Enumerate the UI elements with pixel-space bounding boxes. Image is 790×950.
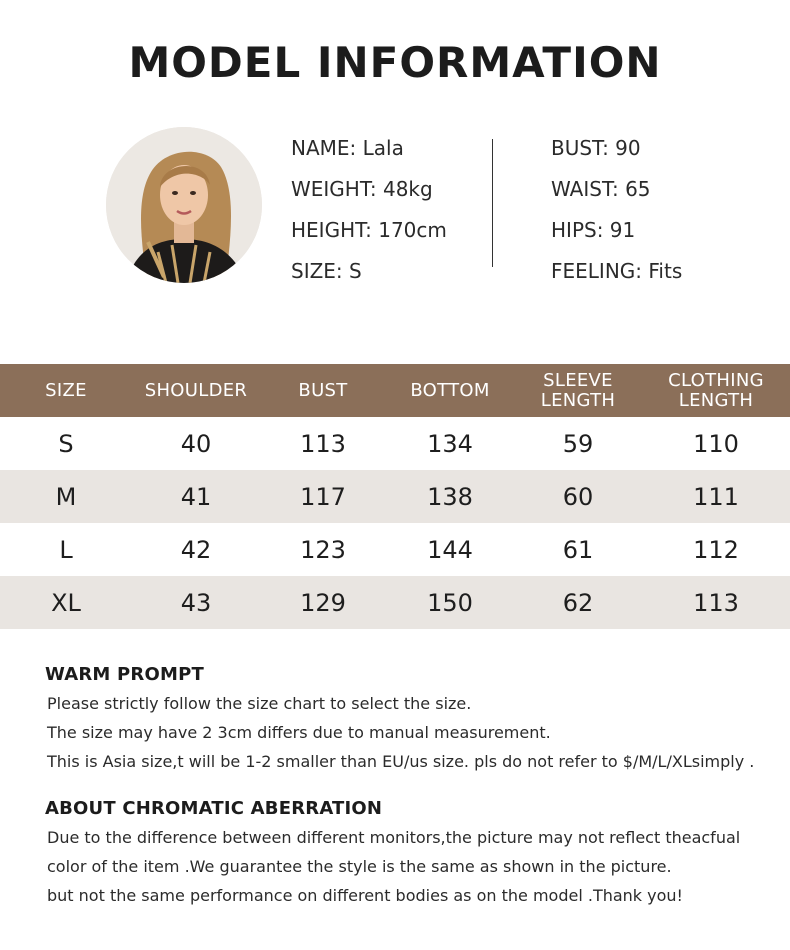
chromatic-heading: ABOUT CHROMATIC ABERRATION (45, 798, 383, 819)
warm-prompt-line: Please strictly follow the size chart to select the size. (47, 694, 472, 713)
table-cell: 60 (514, 470, 642, 523)
table-cell: S (0, 417, 132, 470)
header-bottom (386, 364, 514, 417)
model-portrait-image (106, 127, 262, 283)
table-cell: 150 (386, 576, 514, 629)
table-cell: 59 (514, 417, 642, 470)
chromatic-aberration-section (45, 798, 740, 910)
model-info-right (551, 128, 682, 292)
page-title: MODEL INFORMATION (128, 38, 662, 87)
table-row (0, 417, 790, 470)
table-cell: 138 (386, 470, 514, 523)
header-label: SHOULDER (144, 379, 248, 401)
warm-prompt-section (45, 664, 754, 776)
model-weight: WEIGHT: 48kg (291, 177, 433, 201)
table-cell: 62 (514, 576, 642, 629)
table-cell: L (0, 523, 132, 576)
table-cell: 61 (514, 523, 642, 576)
table-cell: 113 (260, 417, 386, 470)
model-name: NAME: Lala (291, 136, 404, 160)
table-row (0, 576, 790, 629)
warm-prompt-line: The size may have 2 3cm differs due to manual measurement. (47, 723, 551, 742)
table-cell: 144 (386, 523, 514, 576)
model-feeling: FEELING: Fits (551, 259, 683, 283)
header-clothing-length (642, 364, 790, 417)
header-bust (260, 364, 386, 417)
info-divider (492, 139, 493, 267)
table-cell: 110 (642, 417, 790, 470)
header-shoulder (132, 364, 260, 417)
header-sleeve-length (514, 364, 642, 417)
table-cell: 41 (132, 470, 260, 523)
header-size (0, 364, 132, 417)
model-photo (106, 127, 262, 283)
model-bust: BUST: 90 (551, 136, 641, 160)
header-label: SIZE (45, 379, 87, 401)
table-cell: XL (0, 576, 132, 629)
table-cell: 134 (386, 417, 514, 470)
table-cell: 117 (260, 470, 386, 523)
table-cell: 112 (642, 523, 790, 576)
model-height: HEIGHT: 170cm (291, 218, 447, 242)
chromatic-line: Due to the difference between different monitors,the picture may not reflect theacfual (47, 828, 741, 847)
table-row (0, 523, 790, 576)
model-info-left (291, 128, 447, 292)
size-chart-table (0, 364, 790, 629)
table-cell: 42 (132, 523, 260, 576)
table-cell: 129 (260, 576, 386, 629)
table-cell: M (0, 470, 132, 523)
header-label: BOTTOM (410, 379, 490, 401)
warm-prompt-heading: WARM PROMPT (45, 664, 204, 685)
chromatic-line: color of the item .We guarantee the style is the same as shown in the picture. (47, 857, 672, 876)
table-cell: 40 (132, 417, 260, 470)
header-label: SLEEVE (543, 369, 613, 391)
header-label: CLOTHING (668, 369, 764, 391)
table-row (0, 470, 790, 523)
header-label: LENGTH (678, 389, 754, 411)
table-cell: 43 (132, 576, 260, 629)
model-waist: WAIST: 65 (551, 177, 651, 201)
warm-prompt-line: This is Asia size,t will be 1-2 smaller than EU/us size. pls do not refer to $/M/L/XLsimply . (47, 752, 755, 771)
table-cell: 113 (642, 576, 790, 629)
table-header-row (0, 364, 790, 417)
header-label: LENGTH (540, 389, 616, 411)
table-cell: 123 (260, 523, 386, 576)
header-label: BUST (298, 379, 348, 401)
table-cell: 111 (642, 470, 790, 523)
model-size: SIZE: S (291, 259, 362, 283)
model-hips: HIPS: 91 (551, 218, 636, 242)
chromatic-line: but not the same performance on different bodies as on the model .Thank you! (47, 886, 683, 905)
